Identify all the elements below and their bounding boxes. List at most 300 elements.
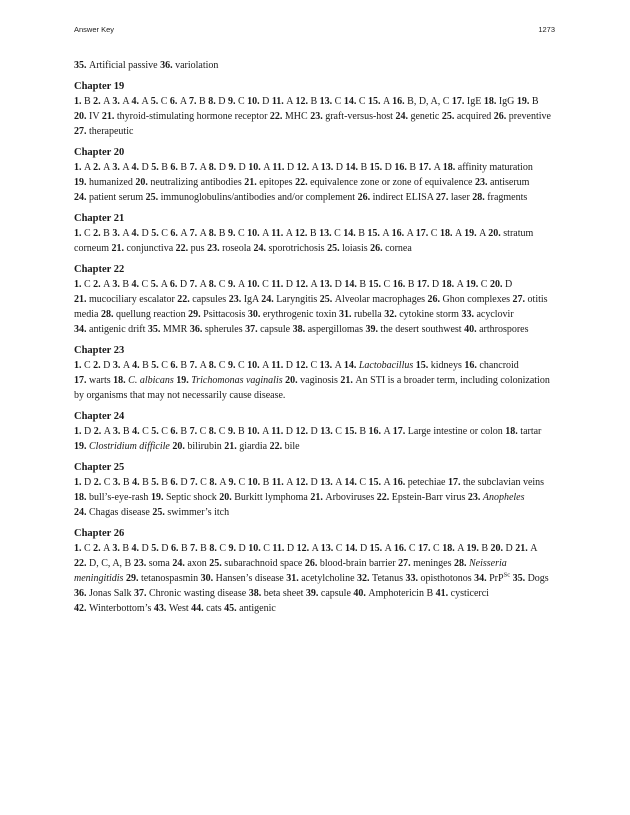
answer-text: A	[199, 360, 207, 371]
answer-number: 9.	[228, 477, 236, 488]
answer-number: 17.	[451, 96, 465, 107]
answer-text: B	[180, 543, 188, 554]
answer-number: 13.	[319, 360, 333, 371]
answer-number: 17.	[392, 426, 406, 437]
answer-number: 2.	[93, 96, 101, 107]
answer-number: 14.	[344, 279, 357, 290]
answer-text: C	[84, 279, 91, 290]
answer-text: B	[84, 96, 91, 107]
answer-number: 12.	[295, 426, 308, 437]
answer-number: 19.	[176, 375, 189, 386]
answer-number: 8.	[208, 360, 217, 371]
answer-text: preventive	[508, 111, 551, 122]
answer-number: 12.	[295, 360, 308, 371]
answer-text: C	[359, 477, 367, 488]
answer-text: meninges	[413, 558, 452, 569]
answer-text: C	[433, 543, 440, 554]
answer-text: A	[122, 162, 130, 173]
answer-number: 39.	[305, 588, 319, 599]
answer-list	[74, 541, 556, 616]
answer-number: 3.	[112, 543, 120, 554]
answer-key-content	[74, 58, 556, 622]
answer-text: acetylcholine	[301, 573, 355, 584]
answer-text: acquired	[456, 111, 492, 122]
answer-text: C	[408, 543, 416, 554]
answer-number: 19.	[150, 492, 164, 503]
answer-number: 5.	[151, 543, 159, 554]
answer-text: A	[456, 279, 464, 290]
answer-text: D	[161, 543, 169, 554]
answer-number: 15.	[344, 426, 357, 437]
answer-number: 20.	[219, 492, 232, 503]
answer-number: 38.	[292, 324, 306, 335]
chapter-heading: Chapter 23	[74, 345, 125, 356]
answer-text: A	[384, 543, 392, 554]
answer-number: 1.	[74, 426, 82, 437]
answer-number: 21.	[111, 243, 124, 254]
answer-text: A	[180, 228, 188, 239]
answer-number: 13.	[320, 162, 334, 173]
answer-number: 22.	[175, 243, 189, 254]
answer-text: epitopes	[259, 177, 293, 188]
answer-number: 24.	[253, 243, 266, 254]
answer-text: D	[238, 543, 246, 554]
answer-number: 32.	[357, 573, 370, 584]
answer-number: 2.	[93, 162, 101, 173]
answer-text: Burkitt lymphoma	[234, 492, 308, 503]
answer-number: 4.	[131, 543, 140, 554]
answer-text: swimmer’s itch	[167, 507, 230, 518]
answer-text: cornea	[385, 243, 412, 254]
answer-number: 10.	[247, 279, 260, 290]
answer-text: C	[219, 543, 226, 554]
answer-text: vaginosis	[300, 375, 338, 386]
answer-number: 35.	[74, 60, 87, 71]
answer-number: 12.	[295, 279, 308, 290]
answer-number: 8.	[209, 477, 217, 488]
answer-number: 36.	[74, 588, 87, 599]
answer-text: A	[334, 360, 342, 371]
answer-number: 18.	[113, 375, 126, 386]
answer-text: C	[161, 228, 168, 239]
answer-number: 8.	[208, 162, 217, 173]
answer-text: axon	[187, 558, 207, 569]
answer-number: 6.	[170, 162, 178, 173]
answer-number: 22.	[177, 294, 190, 305]
chapter-heading: Chapter 22	[74, 264, 125, 275]
answer-text: C	[237, 96, 245, 107]
answer-number: 33.	[405, 573, 418, 584]
answer-number: 5.	[150, 279, 159, 290]
answer-text: B	[218, 228, 226, 239]
answer-text: D	[141, 162, 149, 173]
answer-text: A	[310, 279, 318, 290]
answer-number: 25.	[441, 111, 455, 122]
answer-number: 16.	[368, 426, 382, 437]
answer-text: A	[479, 228, 486, 239]
answer-text: B	[481, 543, 489, 554]
answer-number: 15.	[367, 228, 380, 239]
answer-text: D	[179, 279, 188, 290]
answer-number: 6.	[169, 96, 178, 107]
answer-number: 39.	[365, 324, 378, 335]
answer-text: A	[262, 228, 269, 239]
answer-number: 20.	[285, 375, 298, 386]
answer-list	[74, 475, 556, 520]
answer-number: 7.	[189, 162, 198, 173]
answer-text: cats	[206, 603, 222, 614]
answer-text: C	[263, 543, 270, 554]
answer-number: 23.	[133, 558, 147, 569]
answer-text: D	[84, 426, 92, 437]
answer-number: 19.	[516, 96, 530, 107]
answer-text: C	[200, 477, 207, 488]
answer-number: 5.	[151, 360, 159, 371]
answer-text: C	[238, 477, 246, 488]
answer-text: rubella	[353, 309, 382, 320]
page-number: 1273	[538, 25, 555, 34]
answer-text: D	[384, 162, 392, 173]
answer-text: Dogs	[527, 573, 549, 584]
answer-text: D	[335, 162, 343, 173]
answer-number: 12.	[294, 228, 308, 239]
answer-number: 1.	[74, 162, 82, 173]
answer-text: B	[409, 162, 417, 173]
answer-number: 16.	[394, 162, 407, 173]
answer-text: loiasis	[342, 243, 368, 254]
answer-number: 6.	[169, 279, 178, 290]
answer-text: A	[311, 162, 319, 173]
answer-number: 14.	[343, 360, 357, 371]
answer-number: 11.	[271, 426, 284, 437]
answer-text: D	[431, 279, 440, 290]
answer-number: 15.	[368, 477, 382, 488]
answer-text: C	[335, 426, 342, 437]
answer-superscript: Sc	[503, 571, 511, 579]
answer-number: 15.	[415, 360, 429, 371]
answer-text: A	[84, 162, 91, 173]
answer-text: An STI is a broader term, including colonization by organisms that may not necessarily cause disease.	[74, 375, 550, 401]
answer-number: 2.	[93, 279, 101, 290]
answer-text: C	[430, 228, 438, 239]
answer-number: 7.	[190, 543, 198, 554]
answer-number: 8.	[208, 96, 216, 107]
answer-text: IgA	[243, 294, 259, 305]
answer-text: the subclavian veins	[462, 477, 545, 488]
answer-number: 16.	[392, 477, 406, 488]
answer-text: A	[199, 228, 207, 239]
answer-number: 4.	[132, 360, 140, 371]
answer-text: C	[160, 96, 168, 107]
answer-number: 20.	[135, 177, 148, 188]
chapter-heading: Chapter 25	[74, 462, 125, 473]
answer-number: 22.	[376, 492, 390, 503]
answer-text: D	[218, 162, 226, 173]
answer-number: 19.	[464, 228, 477, 239]
answer-text: petechiae	[407, 477, 446, 488]
answer-text: D	[285, 426, 293, 437]
answer-number: 38.	[248, 588, 262, 599]
answer-text: B	[142, 360, 149, 371]
answer-number: 11.	[271, 279, 284, 290]
answer-text: Laryngitis	[276, 294, 318, 305]
answer-text: MMR	[162, 324, 188, 335]
answer-number: 15.	[369, 162, 383, 173]
answer-number: 11.	[271, 228, 284, 239]
answer-number: 22.	[269, 111, 283, 122]
answer-number: 24.	[261, 294, 274, 305]
answer-number: 19.	[466, 543, 479, 554]
answer-text: C	[480, 279, 488, 290]
answer-number: 21.	[340, 375, 353, 386]
answer-text: D	[238, 162, 246, 173]
answer-text: A	[457, 543, 464, 554]
answer-text: Clostridium difficile	[89, 441, 170, 452]
answer-text: thyroid-stimulating hormone receptor	[116, 111, 268, 122]
answer-text: A	[382, 228, 390, 239]
answer-text: D	[262, 96, 270, 107]
answer-number: 45.	[224, 603, 237, 614]
answer-text: IgE	[466, 96, 482, 107]
answer-text: patient serum	[89, 192, 144, 203]
answer-number: 4.	[131, 228, 140, 239]
answer-number: 23.	[310, 111, 323, 122]
answer-text: sporotrichosis	[268, 243, 325, 254]
answer-text: antiserum	[490, 177, 530, 188]
answer-number: 11.	[272, 162, 285, 173]
answer-number: 17.	[447, 477, 461, 488]
answer-number: 27.	[512, 294, 526, 305]
answer-text: A	[262, 426, 269, 437]
answer-text: C	[310, 360, 318, 371]
answer-number: 25.	[319, 294, 333, 305]
answer-number: 20.	[74, 111, 87, 122]
answer-text: opisthotonos	[420, 573, 472, 584]
answer-number: 12.	[296, 543, 310, 554]
answer-text: B	[358, 228, 365, 239]
answer-number: 13.	[319, 96, 333, 107]
answer-number: 20.	[488, 228, 501, 239]
answer-number: 10.	[248, 543, 261, 554]
answer-number: 24.	[172, 558, 185, 569]
chapter-heading: Chapter 19	[74, 81, 125, 92]
chapter-heading: Chapter 20	[74, 147, 125, 158]
answer-number: 8.	[208, 228, 217, 239]
answer-text: humanized	[89, 177, 133, 188]
answer-text: conjunctiva	[126, 243, 174, 254]
answer-text: A	[103, 426, 111, 437]
answer-text: Tetanus	[372, 573, 403, 584]
answer-number: 16.	[393, 543, 407, 554]
answer-text: A	[335, 477, 342, 488]
answer-number: 18.	[442, 543, 455, 554]
answer-text: A	[103, 543, 110, 554]
answer-number: 35.	[512, 573, 526, 584]
answer-text: blood-brain barrier	[319, 558, 396, 569]
answer-number: 1.	[74, 543, 82, 554]
answer-number: 29.	[188, 309, 201, 320]
answer-number: 22.	[74, 558, 87, 569]
answer-text: stratum corneum	[74, 228, 534, 254]
answer-text: subarachnoid space	[224, 558, 303, 569]
answer-text: A	[454, 228, 462, 239]
answer-number: 9.	[227, 96, 236, 107]
answer-number: 4.	[132, 426, 140, 437]
answer-number: 31.	[286, 573, 299, 584]
answer-text: B	[103, 228, 110, 239]
answer-number: 5.	[150, 96, 159, 107]
answer-text: C	[103, 477, 111, 488]
answer-number: 13.	[319, 228, 332, 239]
answer-text: A	[199, 162, 207, 173]
answer-text: D	[505, 543, 513, 554]
answer-text: C. albicans	[128, 375, 174, 386]
answer-number: 26.	[304, 558, 318, 569]
answer-text: Lactobacillus	[358, 360, 414, 371]
answer-number: 3.	[112, 477, 121, 488]
answer-number: 10.	[247, 360, 260, 371]
answer-number: 11.	[271, 477, 284, 488]
answer-number: 1.	[74, 360, 82, 371]
answer-text: tartar	[520, 426, 542, 437]
answer-list	[74, 277, 556, 337]
answer-text: C	[141, 279, 149, 290]
answer-text: B	[161, 477, 168, 488]
answer-number: 10.	[248, 162, 261, 173]
answer-number: 14.	[343, 228, 356, 239]
chapter-heading: Chapter 26	[74, 528, 125, 539]
answer-text: Chronic wasting disease	[149, 588, 247, 599]
answer-text: Anopheles	[482, 492, 525, 503]
answer-text: B	[531, 96, 539, 107]
answer-text: C	[237, 360, 245, 371]
answer-text: C	[383, 279, 391, 290]
answer-number: 5.	[151, 426, 159, 437]
answer-text: C	[161, 426, 168, 437]
answer-text: B	[122, 279, 130, 290]
answer-text: A	[122, 228, 130, 239]
answer-text: giardia	[239, 441, 268, 452]
answer-number: 11.	[271, 360, 284, 371]
answer-number: 35.	[147, 324, 161, 335]
answer-text: beta sheet	[263, 588, 304, 599]
answer-text: Ghon complexes	[442, 294, 511, 305]
answer-number: 10.	[247, 228, 260, 239]
answer-number: 19.	[74, 177, 87, 188]
answer-text: B	[180, 360, 188, 371]
answer-number: 5.	[151, 228, 159, 239]
answer-number: 21.	[74, 294, 87, 305]
answer-list	[74, 424, 556, 454]
answer-text: IV	[89, 111, 100, 122]
answer-number: 7.	[189, 426, 198, 437]
answer-number: 1.	[74, 228, 82, 239]
answer-number: 23.	[467, 492, 481, 503]
answer-text: Alveolar macrophages	[334, 294, 426, 305]
answer-number: 27.	[398, 558, 411, 569]
answer-number: 13.	[319, 279, 333, 290]
answer-number: 18.	[439, 228, 453, 239]
answer-number: 40.	[464, 324, 477, 335]
answer-number: 2.	[93, 360, 101, 371]
answer-number: 21.	[101, 111, 115, 122]
answer-number: 28.	[472, 192, 485, 203]
answer-number: 4.	[131, 279, 140, 290]
answer-text: D	[141, 543, 149, 554]
answer-text: B	[407, 279, 415, 290]
answer-text: A	[286, 96, 293, 107]
answer-text: graft-versus-host	[325, 111, 393, 122]
answer-text: Septic shock	[165, 492, 217, 503]
answer-number: 7.	[189, 228, 198, 239]
answer-number: 25.	[327, 243, 340, 254]
answer-text: C	[358, 96, 366, 107]
answer-text: B	[122, 426, 130, 437]
answer-text: D	[218, 96, 226, 107]
answer-number: 11.	[272, 543, 285, 554]
answer-number: 9.	[227, 360, 236, 371]
answer-text: A	[103, 279, 110, 290]
answer-number: 37.	[134, 588, 147, 599]
answer-number: 7.	[189, 96, 197, 107]
answer-text: A	[160, 279, 168, 290]
answer-text: B	[262, 477, 270, 488]
answer-number: 24.	[395, 111, 408, 122]
answer-number: 18.	[74, 492, 87, 503]
answer-text: West	[168, 603, 189, 614]
answer-text: A	[285, 228, 293, 239]
answer-text: A	[122, 96, 130, 107]
answer-number: 36.	[160, 60, 173, 71]
answer-number: 20.	[490, 543, 504, 554]
answer-text: bilirubin	[187, 441, 222, 452]
answer-text: A	[406, 228, 414, 239]
answer-number: 44.	[191, 603, 204, 614]
answer-text: B	[200, 543, 207, 554]
answer-number: 11.	[271, 96, 284, 107]
answer-text: A	[263, 162, 270, 173]
answer-text: C	[199, 426, 207, 437]
answer-number: 19.	[74, 441, 87, 452]
answer-number: 21.	[224, 441, 237, 452]
answer-number: 12.	[295, 96, 308, 107]
answer-text: capsule	[260, 324, 291, 335]
answer-number: 10.	[247, 477, 261, 488]
answer-number: 5.	[151, 477, 159, 488]
answer-number: 21.	[515, 543, 528, 554]
answer-text: bull’s-eye-rash	[89, 492, 149, 503]
answer-text: C	[335, 543, 343, 554]
answer-text: cytokine storm	[399, 309, 459, 320]
answer-number: 34.	[474, 573, 487, 584]
answer-number: 17.	[74, 375, 87, 386]
answer-text: antigenic	[239, 603, 276, 614]
answer-text: C	[334, 96, 342, 107]
answer-number: 6.	[170, 543, 179, 554]
answer-number: 17.	[415, 228, 429, 239]
answer-number: 9.	[228, 162, 236, 173]
answer-number: 7.	[190, 477, 198, 488]
answer-number: 13.	[320, 543, 334, 554]
answer-text: D	[504, 279, 513, 290]
answer-text: A	[237, 279, 245, 290]
answer-text: D, C, A, B	[89, 558, 132, 569]
answer-text: D	[286, 162, 295, 173]
answer-number: 3.	[112, 162, 120, 173]
answer-number: 17.	[416, 279, 430, 290]
answer-number: 40.	[353, 588, 366, 599]
answer-text: kidneys	[430, 360, 462, 371]
